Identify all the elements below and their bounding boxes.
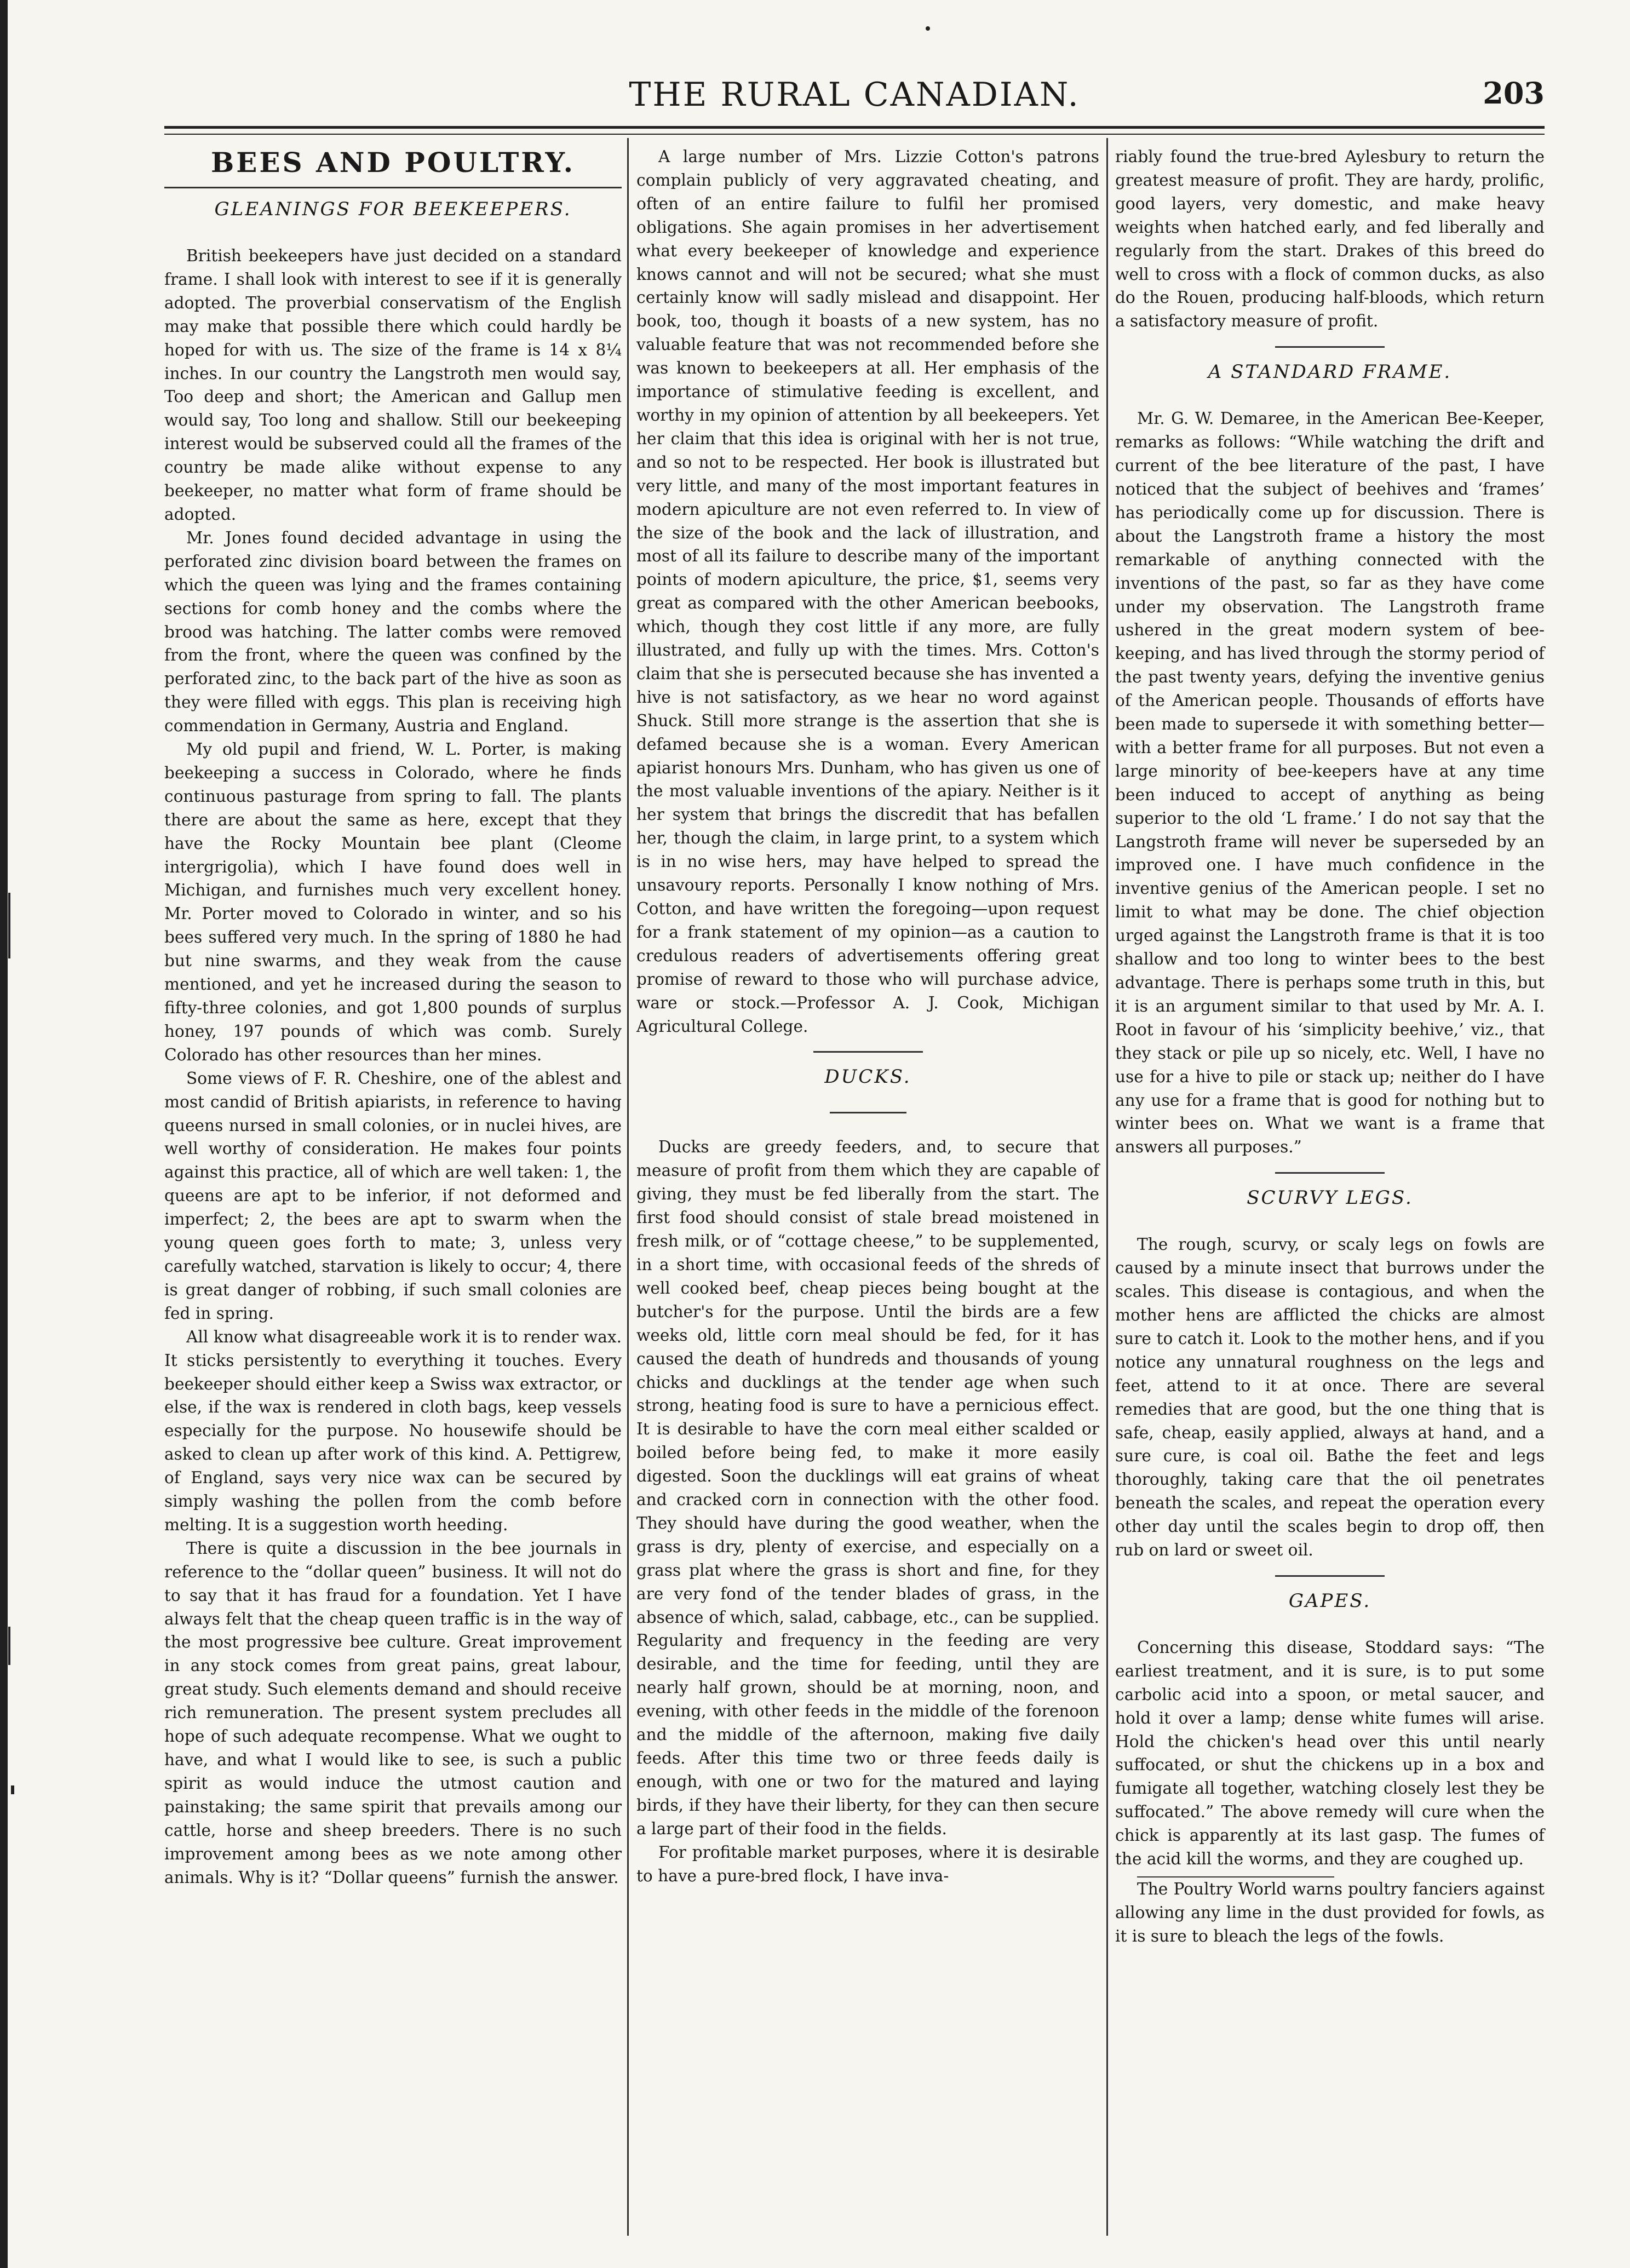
paragraph: Mr. G. W. Demaree, in the American Bee-Keeper, remarks as follows: “While watching the drift and current of the bee literature of the past, I have noticed that the subject of beehives and ‘frames’ has periodically come up for discussion. There is about the Langstroth frame a history the most remarkable of anything connected with the inventions of the past, so far as they have come under my observation. The Langstroth frame ushered in the great modern system of bee-keeping, and has lived through the stormy period of the past twenty years, defying the inventive genius of the American people. Thousands of efforts have been made to supersede it with something better—with a better frame for all purposes. But not even a large minority of bee-keepers have at any time been induced to accept of anything as being superior to the old ‘L frame.’ I do not say that the Langstroth frame will never be superseded by an improved one. I have much confidence in the inventive genius of the American people. I set no limit to what may be done. The chief objection urged against the Langstroth frame is that it is too shallow and too long to winter bees to the best advantage. There is perhaps some truth in this, but it is an argument similar to that used by Mr. A. I. Root in favour of his ‘simplicity beehive,’ viz., that they stack or pile up so nicely, etc. Well, I have no use for a hive to pile or stack up; neither do I have any use for a frame that is good for nothing but to winter bees on. What we want is a frame that answers all purposes.” [1115,409,1545,1157]
page-number: 203 [1483,76,1545,111]
column-1 [164,145,622,1889]
paragraph: There is quite a discussion in the bee journals in reference to the “dollar queen” business. It will not do to say that it has fraud for a foundation. Yet I have always felt that the cheap queen traffic is in the way of the most progressive bee culture. Great improvement in any stock comes from great pains, great labour, great study. Such elements demand and should receive rich remuneration. The present system precludes all hope of such adequate recompense. What we ought to have, and what I would like to see, is such a public spirit as would induce the utmost caution and painstaking; the same spirit that prevails among our cattle, horse and sheep breeders. There is no such improvement among bees as we note among other animals. Why is it? “Dollar queens” furnish the answer. [164,1538,622,1887]
paragraph: Concerning this disease, Stoddard says: “The earliest treatment, and it is sure, is to put some carbolic acid into a spoon, or metal saucer, and hold it over a lamp; dense white fumes will arise. Hold the chicken's head over this until nearly suffocated, or shut the chickens up in a box and fumigate all together, watching closely lest they be suffocated.” The above remedy will cure when the chick is apparently at its last gasp. The fumes of the acid kill the worms, and they are coughed up. [1115,1638,1545,1869]
paragraph: For profitable market purposes, where it is desirable to have a pure-bred flock, I have inva- [636,1842,1099,1885]
section-rule [164,187,622,188]
paragraph: British beekeepers have just decided on a standard frame. I shall look with interest to see if it is generally adopted. The proverbial conservatism of the English may make that possible there which could hardly be hoped for with us. The size of the frame is 14 x 8¼ inches. In our country the Langstroth men would say, Too deep and short; the American and Gallup men would say, Too long and shallow. Still our beekeeping interest would be subserved could all the frames of the country be made alike without expense to any beekeeper, no matter what form of frame should be adopted. [164,246,622,524]
margin-mark [11,1785,14,1794]
article-title: SCURVY LEGS. [1247,1187,1413,1209]
paragraph: riably found the true-bred Aylesbury to return the greatest measure of profit. They are hardy, prolific, good layers, very domestic, and make heavy weights when hatched early, and fed liberally and regularly from the start. Drakes of this breed do well to cross with a flock of common ducks, as also do the Rouen, producing half-bloods, which return a satisfactory measure of profit. [1115,147,1545,331]
paragraph: A large number of Mrs. Lizzie Cotton's patrons complain publicly of very aggravated cheating, and often of an entire failure to fulfil her promised obligations. She again promises in her advertisement what every beekeeper of knowledge and experience knows cannot and will not be secured; what she must certainly know will sadly mislead and disappoint. Her book, too, though it boasts of a new system, has no valuable feature that was not recommended before she was known to beekeepers at all. Her emphasis of the importance of stimulative feeding is excellent, and worthy in my opinion of attention by all beekeepers. Yet her claim that this idea is original with her is not true, and so not to be respected. Her book is illustrated but very little, and many of the most important features in modern apiculture are not even referred to. In view of the size of the book and the lack of illustration, and most of all its failure to describe many of the important points of modern apiculture, the price, $1, seems very great as compared with the other American beebooks, which, though they cost little if any more, are fully illustrated, and fully up with the times. Mrs. Cotton's claim that she is persecuted because she has invented a hive is not satisfactory, as we hear no word against Shuck. Still more strange is the assertion that she is defamed because she is a woman. Every American apiarist honours Mrs. Dunham, who has given us one of the most valuable inventions of the apiary. Neither is it her system that brings the discredit that has befallen her, though the claim, in large print, to a system which is in no wise hers, may have helped to spread the unsavoury reports. Personally I know nothing of Mrs. Cotton, and have written the foregoing—upon request for a frank statement of my opinion—as a caution to credulous readers of advertisements offering great promise of reward to those who will purchase advice, ware or stock.—Professor A. J. Cook, Michigan Agricultural College. [636,147,1099,1036]
margin-mark [8,1627,10,1665]
page-edge-bar [0,0,8,2268]
column-divider [1106,138,1108,2236]
column-2 [636,145,1099,1887]
paragraph: The Poultry World warns poultry fanciers against allowing any lime in the dust provided for fowls, as it is sure to bleach the legs of the fowls. [1115,1880,1545,1945]
article-divider [1275,1575,1385,1577]
section-title: BEES AND POULTRY. [211,146,575,179]
article-divider [813,1051,923,1053]
running-title: THE RURAL CANADIAN. [629,76,1080,114]
header-rule [164,126,1545,129]
header-rule-thin [164,134,1545,135]
title-rule [830,1112,906,1113]
column-divider [627,138,629,2236]
paragraph: The rough, scurvy, or scaly legs on fowls are caused by a minute insect that burrows under the scales. This disease is contagious, and when the mother hens are afflicted the chicks are almost sure to catch it. Look to the mother hens, and if you notice any unnatural roughness on the legs and feet, attend to it at once. There are several remedies that are good, but the one thing that is safe, cheap, easily applied, always at hand, and a sure cure, is coal oil. Bathe the feet and legs thoroughly, taking care that the oil penetrates beneath the scales, and repeat the operation every other day until the scales begin to drop off, then rub on lard or sweet oil. [1115,1235,1545,1560]
paragraph: All know what disagreeable work it is to render wax. It sticks persistently to everything it touches. Every beekeeper should either keep a Swiss wax extractor, or else, if the wax is rendered in cloth bags, keep vessels especially for the purpose. No housewife should be asked to clean up after work of this kind. A. Pettigrew, of England, says very nice wax can be secured by simply washing the pollen from the comb before melting. It is a suggestion worth heeding. [164,1327,622,1534]
article-divider [1275,1172,1385,1174]
article-title: A STANDARD FRAME. [1208,361,1452,383]
paragraph: Some views of F. R. Cheshire, one of the ablest and most candid of British apiarists, in reference to having queens nursed in small colonies, or in nuclei hives, are well worthy of consideration. He makes four points against this practice, all of which are well taken: 1, the queens are apt to be inferior, if not deformed and imperfect; 2, the bees are apt to swarm when the young queen goes forth to mate; 3, unless very carefully watched, starvation is likely to occur; 4, there is great danger of robbing, if such small colonies are fed in spring. [164,1069,622,1323]
page-header [164,76,1545,114]
paragraph: My old pupil and friend, W. L. Porter, is making beekeeping a success in Colorado, where he finds continuous pasturage from spring to fall. The plants there are about the same as here, except that they have the Rocky Mountain bee plant (Cleome intergrigolia), which I have found does well in Michigan, and furnishes much very excellent honey. Mr. Porter moved to Colorado in winter, and so his bees suffered very much. In the spring of 1880 he had but nine swarms, and they weak from the cause mentioned, and yet he increased during the season to fifty-three colonies, and got 1,800 pounds of surplus honey, 197 pounds of which was comb. Surely Colorado has other resources than her mines. [164,740,622,1064]
article-title: DUCKS. [824,1066,911,1088]
article-title: GLEANINGS FOR BEEKEEPERS. [214,198,572,220]
article-divider [1275,346,1385,348]
ink-dot [926,26,930,31]
column-3 [1115,145,1545,1948]
paragraph: Mr. Jones found decided advantage in using the perforated zinc division board between the frames on which the queen was lying and the frames containing sections for comb honey and the combs where the brood was hatching. The latter combs were removed from the front, where the queen was confined by the perforated zinc, to the back part of the hive as soon as they were filled with eggs. This plan is receiving high commendation in Germany, Austria and England. [164,528,622,736]
article-title: GAPES. [1288,1589,1371,1612]
margin-mark [8,893,10,958]
paragraph: Ducks are greedy feeders, and, to secure that measure of profit from them which they are capable of giving, they must be fed liberally from the start. The first food should consist of stale bread moistened in fresh milk, or of “cottage cheese,” to be supplemented, in a short time, with occasional feeds of the shreds of well cooked beef, cheap pieces being bought at the butcher's for the purpose. Until the birds are a few weeks old, little corn meal should be fed, for it has caused the death of hundreds and thousands of young chicks and ducklings at the tender age when such strong, heating food is sure to have a pernicious effect. It is desirable to have the corn meal either scalded or boiled before being fed, to make it more easily digested. Soon the ducklings will eat grains of wheat and cracked corn in connection with the other food. They should have during the good weather, when the grass is dry, plenty of exercise, and especially on a grass plat where the grass is short and fine, for they are very fond of the tender blades of grass, in the absence of which, salad, cabbage, etc., can be supplied. Regularity and frequency in the feeding are very desirable, and the time for feeding, until they are nearly half grown, should be at morning, noon, and evening, with other feeds in the middle of the forenoon and the middle of the afternoon, making five daily feeds. After this time two or three feeds daily is enough, with one or two for the matured and laying birds, if they have their liberty, for they can then secure a large part of their food in the fields. [636,1138,1099,1838]
